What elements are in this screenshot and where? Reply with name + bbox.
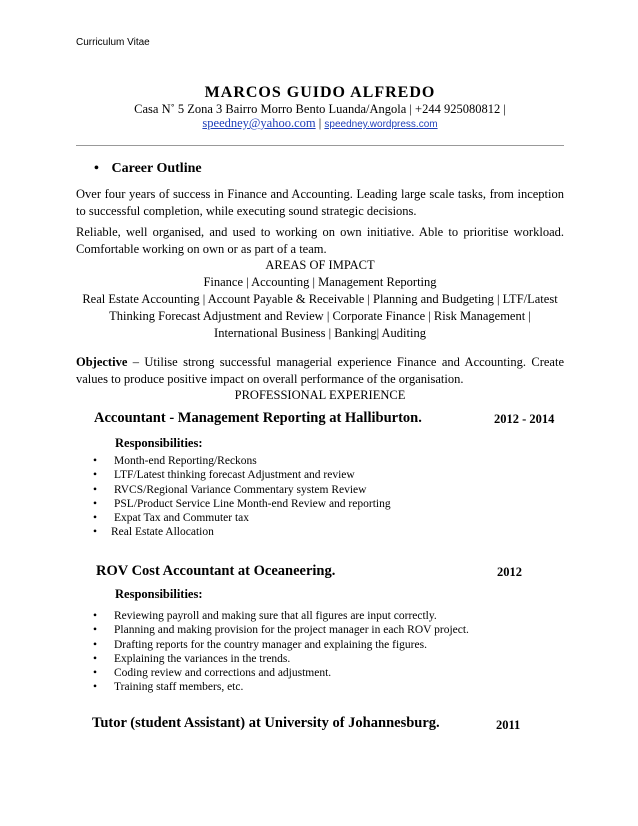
job-years: 2011: [496, 718, 521, 732]
job-years: 2012 - 2014: [494, 412, 555, 426]
objective-section: [76, 354, 564, 388]
header-divider: [76, 145, 564, 146]
impact-line: Thinking Forecast Adjustment and Review | Corporate Finance | Risk Management |: [109, 309, 531, 323]
duty-item: • Month-end Reporting/Reckons: [93, 454, 391, 468]
career-outline-heading-text: Career Outline: [111, 161, 202, 176]
contact-links: [76, 116, 564, 131]
job-title: ROV Cost Accountant at Oceaneering.: [96, 563, 336, 579]
areas-of-impact-list: [76, 274, 564, 342]
job-years: 2012: [497, 565, 522, 579]
duty-item: • LTF/Latest thinking forecast Adjustment and review: [93, 468, 391, 482]
impact-line: Finance | Accounting | Management Reporting: [203, 275, 437, 289]
duty-item: • Reviewing payroll and making sure that all figures are input correctly.: [93, 609, 469, 623]
duty-item: • PSL/Product Service Line Month-end Review and reporting: [93, 497, 391, 511]
website-link[interactable]: speedney.wordpress.com: [324, 119, 438, 130]
paragraph1-line1: Over four years of success in Finance and Accounting. Leading large scale tasks, from inception: [76, 187, 564, 201]
paragraph1-line2: to successful completion, while executing sound strategic decisions.: [76, 204, 417, 218]
duty-item: • Planning and making provision for the project manager in each ROV project.: [93, 623, 469, 637]
duty-item: • RVCS/Regional Variance Commentary system Review: [93, 483, 391, 497]
paragraph2-line1: Reliable, well organised, and used to working on own initiative. Able to prioritise workload.: [76, 225, 564, 239]
duties-list: [93, 454, 391, 540]
contact-address: Casa N˚ 5 Zona 3 Bairro Morro Bento Luanda/Angola | +244 925080812 |: [134, 102, 506, 116]
objective-label: Objective: [76, 355, 128, 369]
career-outline-text: [76, 186, 564, 258]
duty-item: • Explaining the variances in the trends.: [93, 652, 469, 666]
duty-item: • Training staff members, etc.: [93, 680, 469, 694]
objective-text-1: – Utilise strong successful managerial experience Finance and Accounting. Create: [127, 355, 564, 369]
career-outline-heading: [94, 161, 202, 177]
responsibilities-label: Responsibilities:: [115, 436, 203, 450]
contact-separator: |: [315, 116, 325, 130]
areas-of-impact-title: AREAS OF IMPACT: [265, 258, 375, 272]
duty-item: • Real Estate Allocation: [93, 525, 391, 539]
objective-line1: [76, 354, 564, 371]
duties-list: [93, 609, 469, 695]
email-link[interactable]: speedney@yahoo.com: [202, 116, 316, 130]
duty-item: • Coding review and corrections and adjustment.: [93, 666, 469, 680]
impact-line: Real Estate Accounting | Account Payable & Receivable | Planning and Budgeting | LTF/Latest: [82, 292, 558, 306]
job-title: Tutor (student Assistant) at University of Johannesburg.: [92, 715, 440, 731]
document-header-label: Curriculum Vitae: [76, 37, 150, 48]
objective-text-2: values to produce positive impact on overall performance of the organisation.: [76, 372, 464, 386]
paragraph2-line2: Comfortable working on own or as part of a team.: [76, 242, 327, 256]
bullet-glyph: •: [94, 161, 99, 176]
candidate-name: MARCOS GUIDO ALFREDO: [204, 84, 436, 101]
job-title: Accountant - Management Reporting at Halliburton.: [94, 410, 422, 426]
duty-item: • Drafting reports for the country manager and explaining the figures.: [93, 638, 469, 652]
impact-line: International Business | Banking| Auditing: [214, 326, 426, 340]
duty-item: • Expat Tax and Commuter tax: [93, 511, 391, 525]
professional-experience-title: PROFESSIONAL EXPERIENCE: [234, 388, 406, 402]
responsibilities-label: Responsibilities:: [115, 587, 203, 601]
